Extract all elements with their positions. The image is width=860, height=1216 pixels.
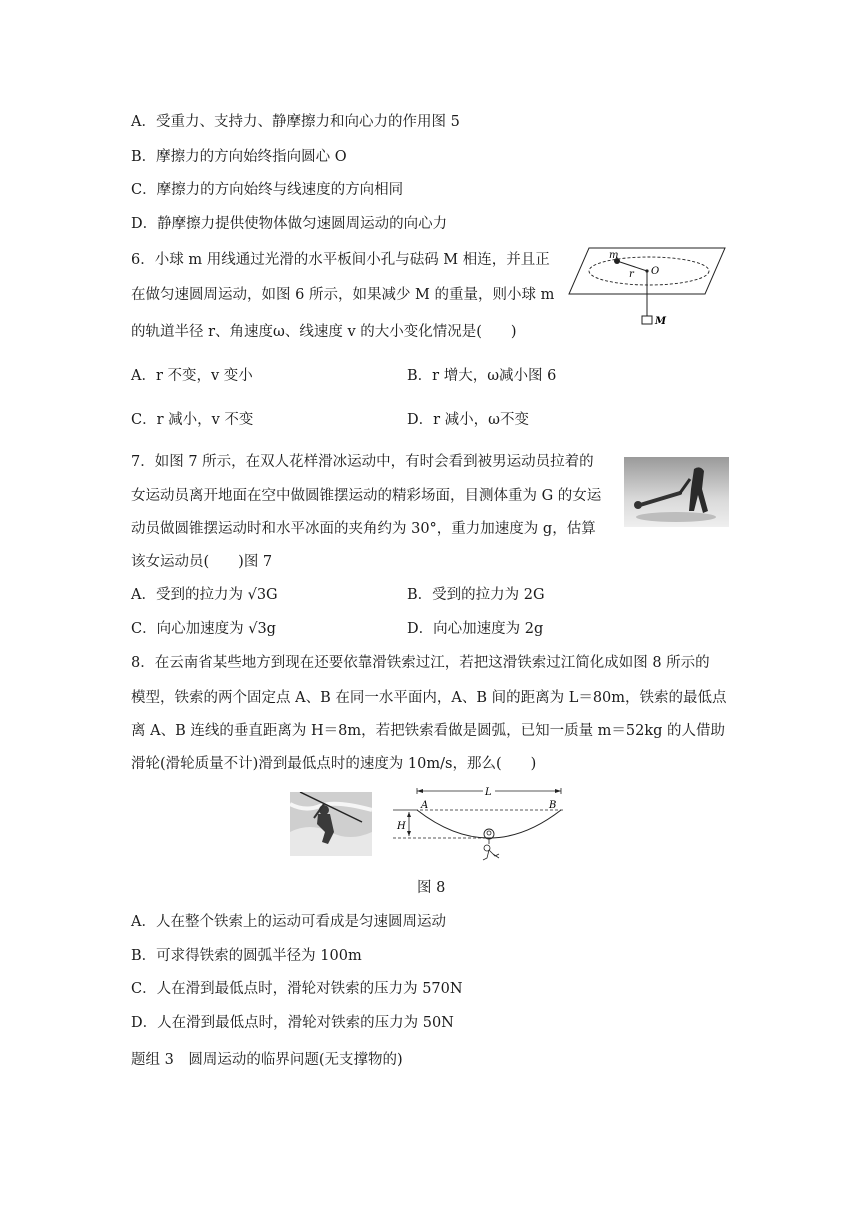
figure-6-diagram — [567, 244, 727, 330]
q7-option-a: A．受到的拉力为 √3G — [131, 587, 278, 603]
fig8-label-a: A — [421, 800, 429, 811]
figure-8-cable-diagram — [393, 782, 583, 866]
q8-stem-line2: 模型，铁索的两个固定点 A、B 在同一水平面内，A、B 间的距离为 L＝80m，铁索的最低点 — [131, 690, 727, 706]
q7-option-c: C．向心加速度为 √3g — [131, 621, 276, 637]
q8-stem-line3: 离 A、B 连线的垂直距离为 H＝8m，若把铁索看做是圆弧，已知一质量 m＝52kg 的人借助 — [131, 723, 726, 739]
figure-8-zipline-photo — [290, 792, 372, 856]
fig8-label-l: L — [485, 787, 492, 798]
q6-option-d: D．r 减小，ω不变 — [407, 412, 529, 428]
figure-7-skaters-photo — [624, 457, 729, 527]
q6-stem-line2: 在做匀速圆周运动，如图 6 所示，如果减少 M 的重量，则小球 m — [131, 287, 555, 303]
fig8-label-h: H — [397, 821, 406, 832]
q6-option-b: B．r 增大，ω减小图 6 — [407, 368, 557, 384]
q7-stem-line3: 动员做圆锥摆运动时和水平冰面的夹角约为 30°，重力加速度为 g，估算 — [131, 521, 596, 537]
fig6-label-big-m: M — [655, 316, 667, 327]
q8-option-b: B．可求得铁索的圆弧半径为 100m — [131, 948, 362, 964]
q6-option-c: C．r 减小，v 不变 — [131, 412, 254, 428]
figure-8-caption: 图 8 — [417, 880, 446, 896]
fig6-label-r: r — [629, 269, 634, 280]
q7-stem-line4: 该女运动员( )图 7 — [131, 554, 273, 570]
fig8-label-b: B — [549, 800, 557, 811]
fig6-label-m: m — [609, 250, 619, 261]
q6-stem-line1: 6．小球 m 用线通过光滑的水平板间小孔与砝码 M 相连，并且正 — [131, 252, 550, 268]
q5-option-b: B．摩擦力的方向始终指向圆心 O — [131, 149, 347, 165]
section-heading: 题组 3 圆周运动的临界问题(无支撑物的) — [131, 1052, 403, 1068]
q8-option-a: A．人在整个铁索上的运动可看成是匀速圆周运动 — [131, 914, 446, 930]
q6-stem-line3: 的轨道半径 r、角速度ω、线速度 v 的大小变化情况是( ) — [131, 324, 517, 340]
q6-option-a: A．r 不变，v 变小 — [131, 368, 253, 384]
q7-stem-line1: 7．如图 7 所示，在双人花样滑冰运动中，有时会看到被男运动员拉着的 — [131, 454, 594, 470]
q5-option-c: C．摩擦力的方向始终与线速度的方向相同 — [131, 182, 404, 198]
q7-option-b: B．受到的拉力为 2G — [407, 587, 545, 603]
q5-option-d: D．静摩擦力提供使物体做匀速圆周运动的向心力 — [131, 216, 448, 232]
fig6-label-o: O — [651, 266, 660, 277]
q8-stem-line1: 8．在云南省某些地方到现在还要依靠滑铁索过江，若把这滑铁索过江简化成如图 8 所示的 — [131, 655, 710, 671]
q8-option-d: D．人在滑到最低点时，滑轮对铁索的压力为 50N — [131, 1015, 454, 1031]
q8-option-c: C．人在滑到最低点时，滑轮对铁索的压力为 570N — [131, 981, 463, 997]
q5-option-a: A．受重力、支持力、静摩擦力和向心力的作用图 5 — [131, 114, 460, 130]
q8-stem-line4: 滑轮(滑轮质量不计)滑到最低点时的速度为 10m/s，那么( ) — [131, 756, 537, 772]
q7-option-d: D．向心加速度为 2g — [407, 621, 544, 637]
q7-stem-line2: 女运动员离开地面在空中做圆锥摆运动的精彩场面，目测体重为 G 的女运 — [131, 488, 602, 504]
